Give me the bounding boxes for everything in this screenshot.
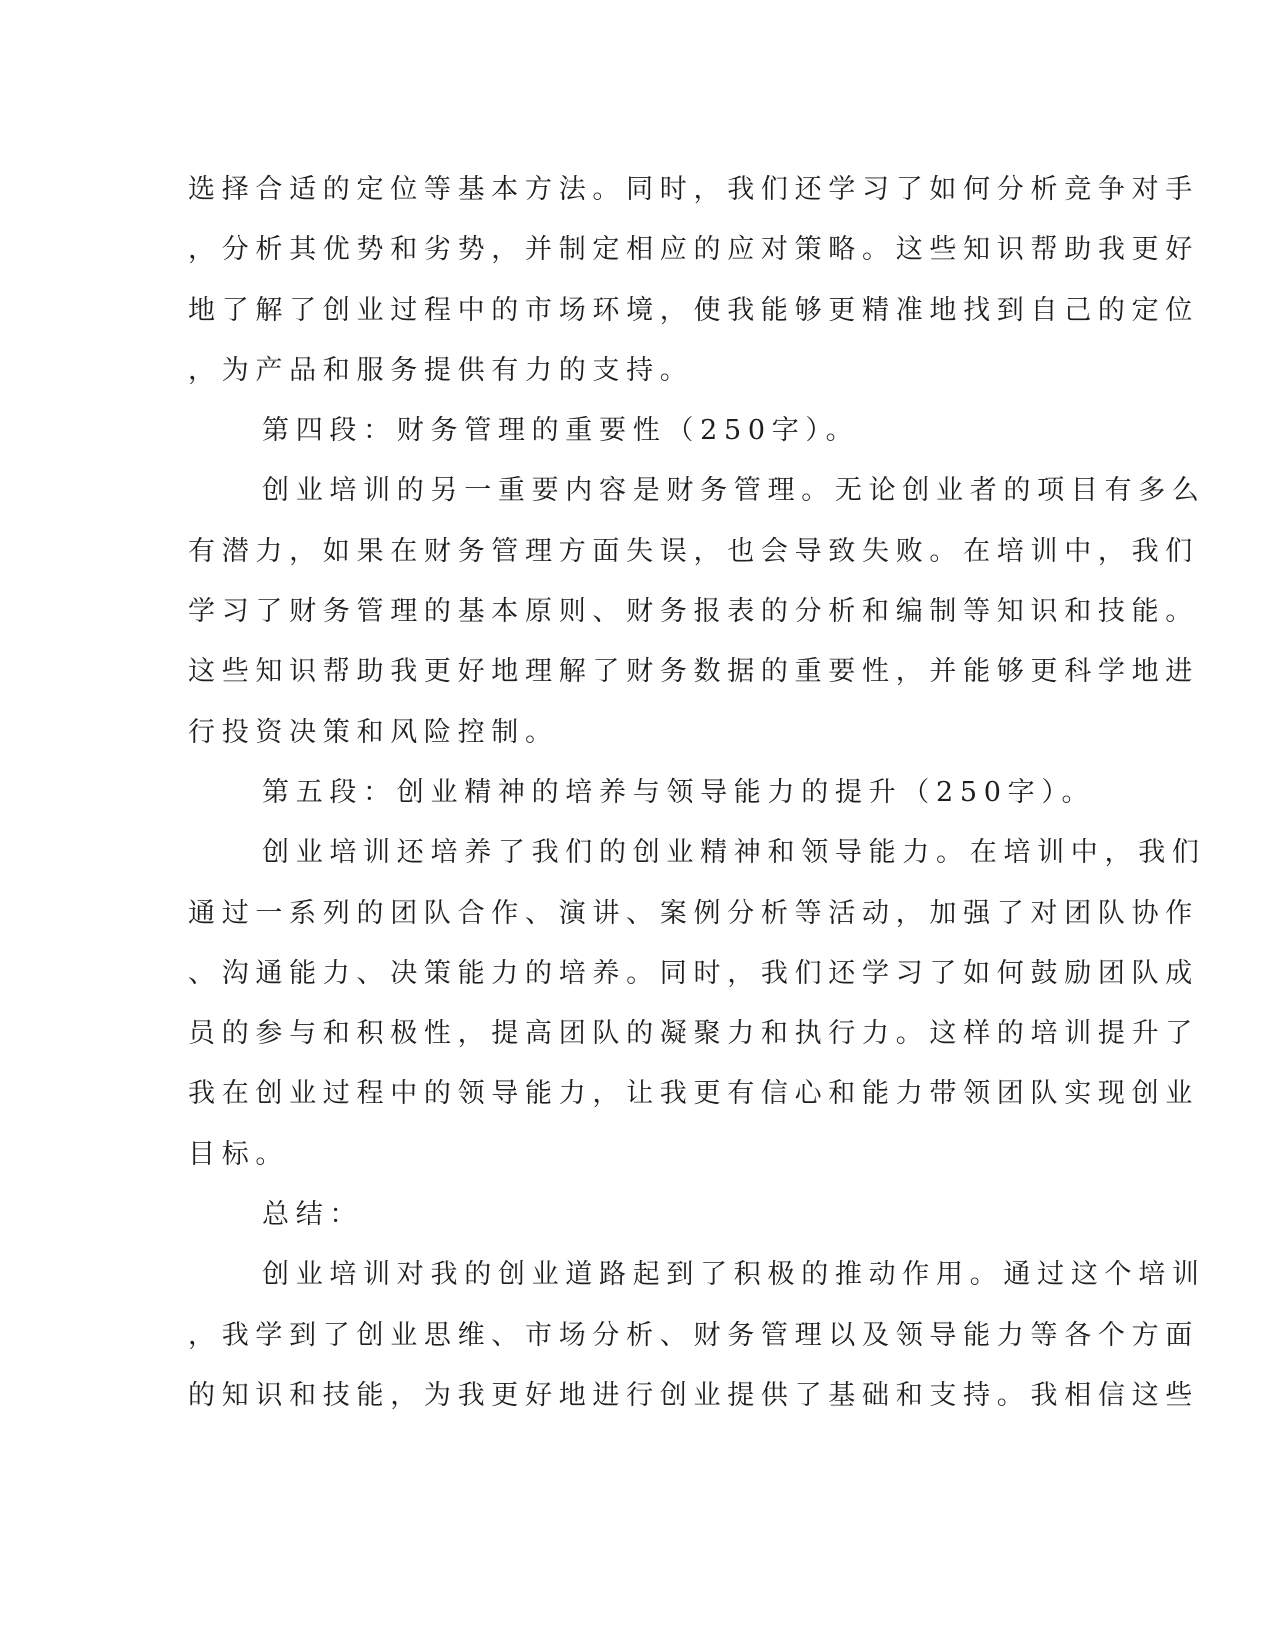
paragraph-first-line: 创业培训的另一重要内容是财务管理。无论创业者的项目有多么 — [262, 475, 1206, 507]
text-line: 我在创业过程中的领导能力，让我更有信心和能力带领团队实现创业 — [188, 1078, 1199, 1110]
text-line: 地了解了创业过程中的市场环境，使我能够更精准地找到自己的定位 — [188, 294, 1199, 326]
section-heading: 第五段：创业精神的培养与领导能力的提升（250字）。 — [262, 776, 1096, 808]
section-heading: 第四段：财务管理的重要性（250字）。 — [262, 415, 860, 447]
text-line: ，为产品和服务提供有力的支持。 — [188, 354, 694, 386]
section-heading: 总结： — [262, 1199, 364, 1231]
text-line: 选择合适的定位等基本方法。同时，我们还学习了如何分析竞争对手 — [188, 174, 1199, 205]
document-body — [188, 160, 1206, 1426]
text-line: 、沟通能力、决策能力的培养。同时，我们还学习了如何鼓励团队成 — [188, 957, 1199, 989]
text-line: 学习了财务管理的基本原则、财务报表的分析和编制等知识和技能。 — [188, 596, 1199, 628]
text-line: 的知识和技能，为我更好地进行创业提供了基础和支持。我相信这些 — [188, 1379, 1199, 1411]
text-line: 通过一系列的团队合作、演讲、案例分析等活动，加强了对团队协作 — [188, 897, 1199, 929]
text-line: ，我学到了创业思维、市场分析、财务管理以及领导能力等各个方面 — [188, 1319, 1199, 1351]
text-line: 有潜力，如果在财务管理方面失误，也会导致失败。在培训中，我们 — [188, 535, 1199, 567]
paragraph-first-line: 创业培训对我的创业道路起到了积极的推动作用。通过这个培训 — [262, 1259, 1206, 1291]
text-line: 目标。 — [188, 1138, 290, 1170]
text-line: 行投资决策和风险控制。 — [188, 716, 559, 748]
text-line: 员的参与和积极性，提高团队的凝聚力和执行力。这样的培训提升了 — [188, 1018, 1199, 1050]
paragraph-first-line: 创业培训还培养了我们的创业精神和领导能力。在培训中，我们 — [262, 837, 1206, 869]
text-line: ，分析其优势和劣势，并制定相应的应对策略。这些知识帮助我更好 — [188, 234, 1199, 266]
text-line: 这些知识帮助我更好地理解了财务数据的重要性，并能够更科学地进 — [188, 656, 1199, 688]
